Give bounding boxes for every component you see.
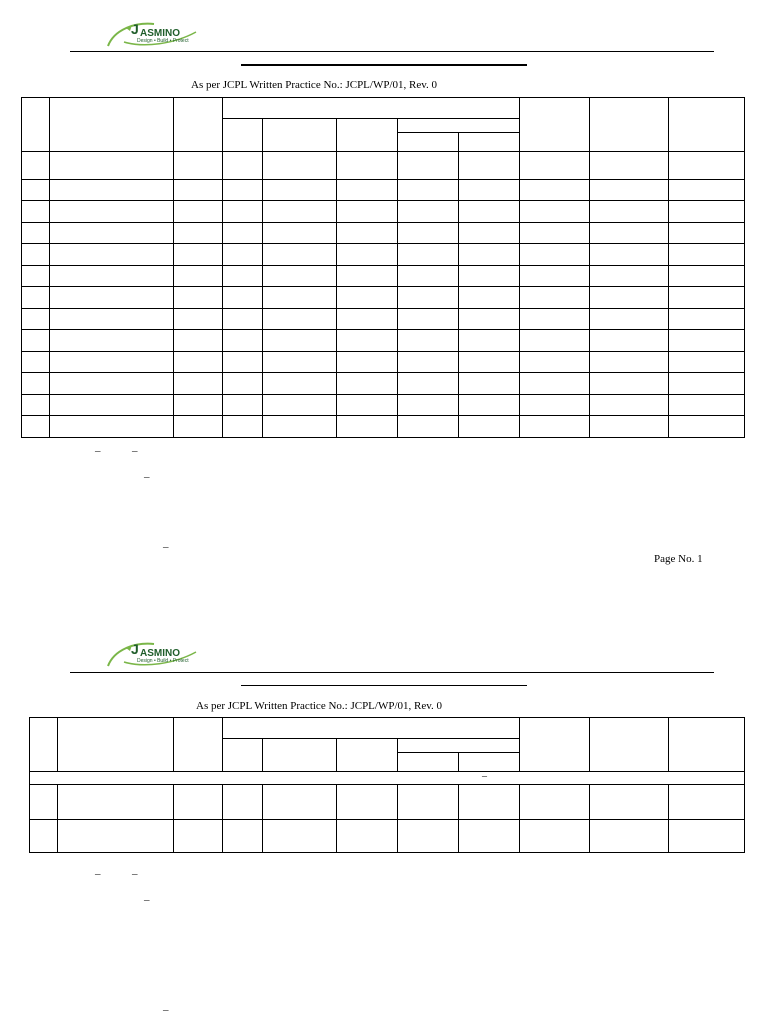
- table-cell: [669, 223, 745, 244]
- table-cell: [50, 330, 174, 352]
- table-cell: [459, 152, 520, 180]
- table-cell: [263, 266, 337, 287]
- table-cell: [337, 416, 398, 438]
- svg-text:Design • Build • Protect: Design • Build • Protect: [137, 658, 189, 664]
- header-cell: [263, 739, 337, 772]
- table-cell: [263, 416, 337, 438]
- table-cell: [223, 266, 263, 287]
- header-cell: [50, 98, 174, 152]
- table-cell: [459, 244, 520, 266]
- table-cell: [590, 266, 669, 287]
- table-cell: [50, 352, 174, 373]
- title-rule: [241, 64, 527, 66]
- table-cell: [520, 395, 590, 416]
- table-cell: [174, 266, 223, 287]
- table-cell: [50, 244, 174, 266]
- table-row: [22, 373, 745, 395]
- dash-mark: –: [95, 868, 101, 880]
- table-cell: [398, 373, 459, 395]
- table-cell: [590, 244, 669, 266]
- table-cell: [669, 416, 745, 438]
- table-cell: [223, 416, 263, 438]
- header-cell: [459, 133, 520, 152]
- table-cell: [590, 395, 669, 416]
- table-cell: [223, 152, 263, 180]
- table-cell: [223, 309, 263, 330]
- table-row: [22, 352, 745, 373]
- table-cell: [263, 330, 337, 352]
- table-cell: [223, 287, 263, 309]
- table-cell: [398, 180, 459, 201]
- table-cell: [520, 287, 590, 309]
- table-cell: [223, 244, 263, 266]
- table-cell: [50, 416, 174, 438]
- dash-mark: –: [482, 771, 487, 782]
- table-cell: [337, 309, 398, 330]
- table-cell: [223, 201, 263, 223]
- table-cell: [590, 352, 669, 373]
- dash-mark: –: [163, 1004, 169, 1016]
- table-cell: [669, 287, 745, 309]
- table-cell: [174, 309, 223, 330]
- table-cell: [223, 223, 263, 244]
- table-row: [22, 201, 745, 223]
- table-cell: [590, 373, 669, 395]
- table-cell: [263, 223, 337, 244]
- table-cell: [337, 201, 398, 223]
- table-cell: [22, 152, 50, 180]
- table-cell: [22, 223, 50, 244]
- header-cell: [590, 718, 669, 772]
- header-cell: [30, 718, 58, 772]
- table-cell: [337, 352, 398, 373]
- table-cell: [459, 373, 520, 395]
- table-cell: [174, 287, 223, 309]
- table-cell: [22, 395, 50, 416]
- table-cell: [459, 180, 520, 201]
- table-cell: [22, 330, 50, 352]
- dash-mark: –: [144, 894, 150, 906]
- table-cell: [459, 201, 520, 223]
- table-cell: [174, 352, 223, 373]
- table-cell: [590, 330, 669, 352]
- table-cell: [174, 416, 223, 438]
- table-cell: [50, 309, 174, 330]
- table-cell: [669, 180, 745, 201]
- table-cell: [223, 395, 263, 416]
- table-row: [30, 785, 745, 820]
- table-cell: [398, 352, 459, 373]
- table-cell: [50, 152, 174, 180]
- svg-text:ASMINO: ASMINO: [140, 648, 180, 659]
- table-cell: [22, 373, 50, 395]
- table-cell: [669, 395, 745, 416]
- table-cell: [398, 201, 459, 223]
- table-cell: [22, 244, 50, 266]
- dash-mark: –: [163, 541, 169, 553]
- table-cell: [590, 201, 669, 223]
- table-cell: [398, 309, 459, 330]
- practice-reference: As per JCPL Written Practice No.: JCPL/WP/01, Rev. 0: [191, 79, 438, 91]
- table-cell: [337, 287, 398, 309]
- table-cell: [669, 330, 745, 352]
- table-row: [22, 223, 745, 244]
- table-cell: [263, 152, 337, 180]
- table-cell: [174, 373, 223, 395]
- table-cell: [174, 244, 223, 266]
- header-cell: [337, 739, 398, 772]
- header-cell: [398, 119, 520, 133]
- table-cell: [50, 201, 174, 223]
- company-logo: [104, 12, 204, 52]
- table-row: [22, 287, 745, 309]
- table-cell: [520, 180, 590, 201]
- table-cell: [520, 201, 590, 223]
- table-cell: [337, 223, 398, 244]
- header-cell: [459, 753, 520, 772]
- table-cell: [398, 152, 459, 180]
- header-cell: [520, 98, 590, 152]
- table-cell: [263, 201, 337, 223]
- table-cell: [590, 416, 669, 438]
- header-cell: [223, 718, 520, 739]
- svg-text:Design • Build • Protect: Design • Build • Protect: [137, 38, 189, 44]
- svg-text:J: J: [131, 641, 139, 657]
- table-row: [22, 244, 745, 266]
- table-cell: [174, 330, 223, 352]
- table-row: [30, 820, 745, 853]
- table-row: [22, 152, 745, 180]
- table-cell: [22, 180, 50, 201]
- table-cell: [263, 180, 337, 201]
- table-cell: [398, 395, 459, 416]
- table-cell: [590, 152, 669, 180]
- table-cell: [337, 180, 398, 201]
- inspection-table: [21, 97, 745, 438]
- table-row: [22, 395, 745, 416]
- table-cell: [50, 373, 174, 395]
- table-cell: [263, 395, 337, 416]
- header-cell: [398, 739, 520, 753]
- inspection-table: [29, 717, 745, 853]
- table-cell: [22, 266, 50, 287]
- table-cell: [520, 244, 590, 266]
- table-cell: [50, 287, 174, 309]
- table-cell: [669, 309, 745, 330]
- table-cell: [590, 180, 669, 201]
- table-body: [22, 152, 745, 438]
- table-cell: [22, 352, 50, 373]
- table-cell: [22, 309, 50, 330]
- table-cell: [669, 152, 745, 180]
- header-cell: [174, 98, 223, 152]
- header-cell: [520, 718, 590, 772]
- header-cell: [398, 133, 459, 152]
- table-cell: [50, 395, 174, 416]
- table-cell: [459, 395, 520, 416]
- table-cell: [337, 395, 398, 416]
- table-cell: [337, 152, 398, 180]
- table-cell: [520, 352, 590, 373]
- section-divider-row: [30, 772, 745, 785]
- table-cell: [590, 309, 669, 330]
- table-row: [22, 180, 745, 201]
- svg-text:ASMINO: ASMINO: [140, 28, 180, 39]
- table-cell: [398, 287, 459, 309]
- table-cell: [669, 201, 745, 223]
- table-cell: [459, 352, 520, 373]
- table-cell: [590, 223, 669, 244]
- table-cell: [50, 266, 174, 287]
- header-cell: [223, 98, 520, 119]
- table-cell: [263, 287, 337, 309]
- table-cell: [669, 266, 745, 287]
- table-cell: [337, 244, 398, 266]
- table-cell: [263, 373, 337, 395]
- table-cell: [337, 330, 398, 352]
- page-number: Page No. 1: [654, 553, 703, 565]
- table-cell: [459, 330, 520, 352]
- table-cell: [669, 373, 745, 395]
- dash-mark: –: [144, 471, 150, 483]
- table-cell: [398, 266, 459, 287]
- table-cell: [459, 223, 520, 244]
- header-cell: [223, 119, 263, 152]
- header-rule: [70, 672, 714, 673]
- table-cell: [337, 266, 398, 287]
- table-cell: [398, 330, 459, 352]
- table-cell: [223, 352, 263, 373]
- table-cell: [22, 201, 50, 223]
- table-cell: [174, 152, 223, 180]
- table-cell: [398, 244, 459, 266]
- table-cell: [174, 395, 223, 416]
- table-cell: [520, 416, 590, 438]
- table-cell: [459, 266, 520, 287]
- table-cell: [669, 352, 745, 373]
- table-cell: [337, 373, 398, 395]
- table-cell: [520, 266, 590, 287]
- table-cell: [174, 223, 223, 244]
- header-cell: [398, 753, 459, 772]
- title-rule: [241, 685, 527, 686]
- header-cell: [263, 119, 337, 152]
- table-cell: [520, 309, 590, 330]
- dash-mark: –: [95, 445, 101, 457]
- table-cell: [459, 309, 520, 330]
- table-cell: [174, 201, 223, 223]
- dash-mark: –: [132, 868, 138, 880]
- header-cell: [337, 119, 398, 152]
- table-cell: [223, 373, 263, 395]
- header-rule: [70, 51, 714, 52]
- header-cell: [669, 98, 745, 152]
- header-cell: [58, 718, 174, 772]
- table-cell: [223, 330, 263, 352]
- header-cell: [22, 98, 50, 152]
- practice-reference: As per JCPL Written Practice No.: JCPL/WP/01, Rev. 0: [196, 700, 443, 712]
- table-cell: [520, 330, 590, 352]
- table-cell: [263, 244, 337, 266]
- table-cell: [50, 180, 174, 201]
- header-cell: [590, 98, 669, 152]
- table-cell: [520, 223, 590, 244]
- table-row: [22, 309, 745, 330]
- table-cell: [263, 309, 337, 330]
- company-logo: [104, 632, 204, 672]
- table-cell: [459, 416, 520, 438]
- table-cell: [459, 287, 520, 309]
- header-cell: [669, 718, 745, 772]
- table-cell: [263, 352, 337, 373]
- table-cell: [669, 244, 745, 266]
- table-cell: [590, 287, 669, 309]
- table-row: [22, 330, 745, 352]
- table-cell: [223, 180, 263, 201]
- table-cell: [520, 373, 590, 395]
- svg-text:J: J: [131, 21, 139, 37]
- table-cell: [22, 416, 50, 438]
- table-row: [22, 416, 745, 438]
- table-cell: [174, 180, 223, 201]
- table-cell: [520, 152, 590, 180]
- table-cell: [22, 287, 50, 309]
- dash-mark: –: [132, 445, 138, 457]
- table-cell: [398, 223, 459, 244]
- table-cell: [50, 223, 174, 244]
- header-cell: [174, 718, 223, 772]
- header-cell: [223, 739, 263, 772]
- table-cell: [398, 416, 459, 438]
- table-row: [22, 266, 745, 287]
